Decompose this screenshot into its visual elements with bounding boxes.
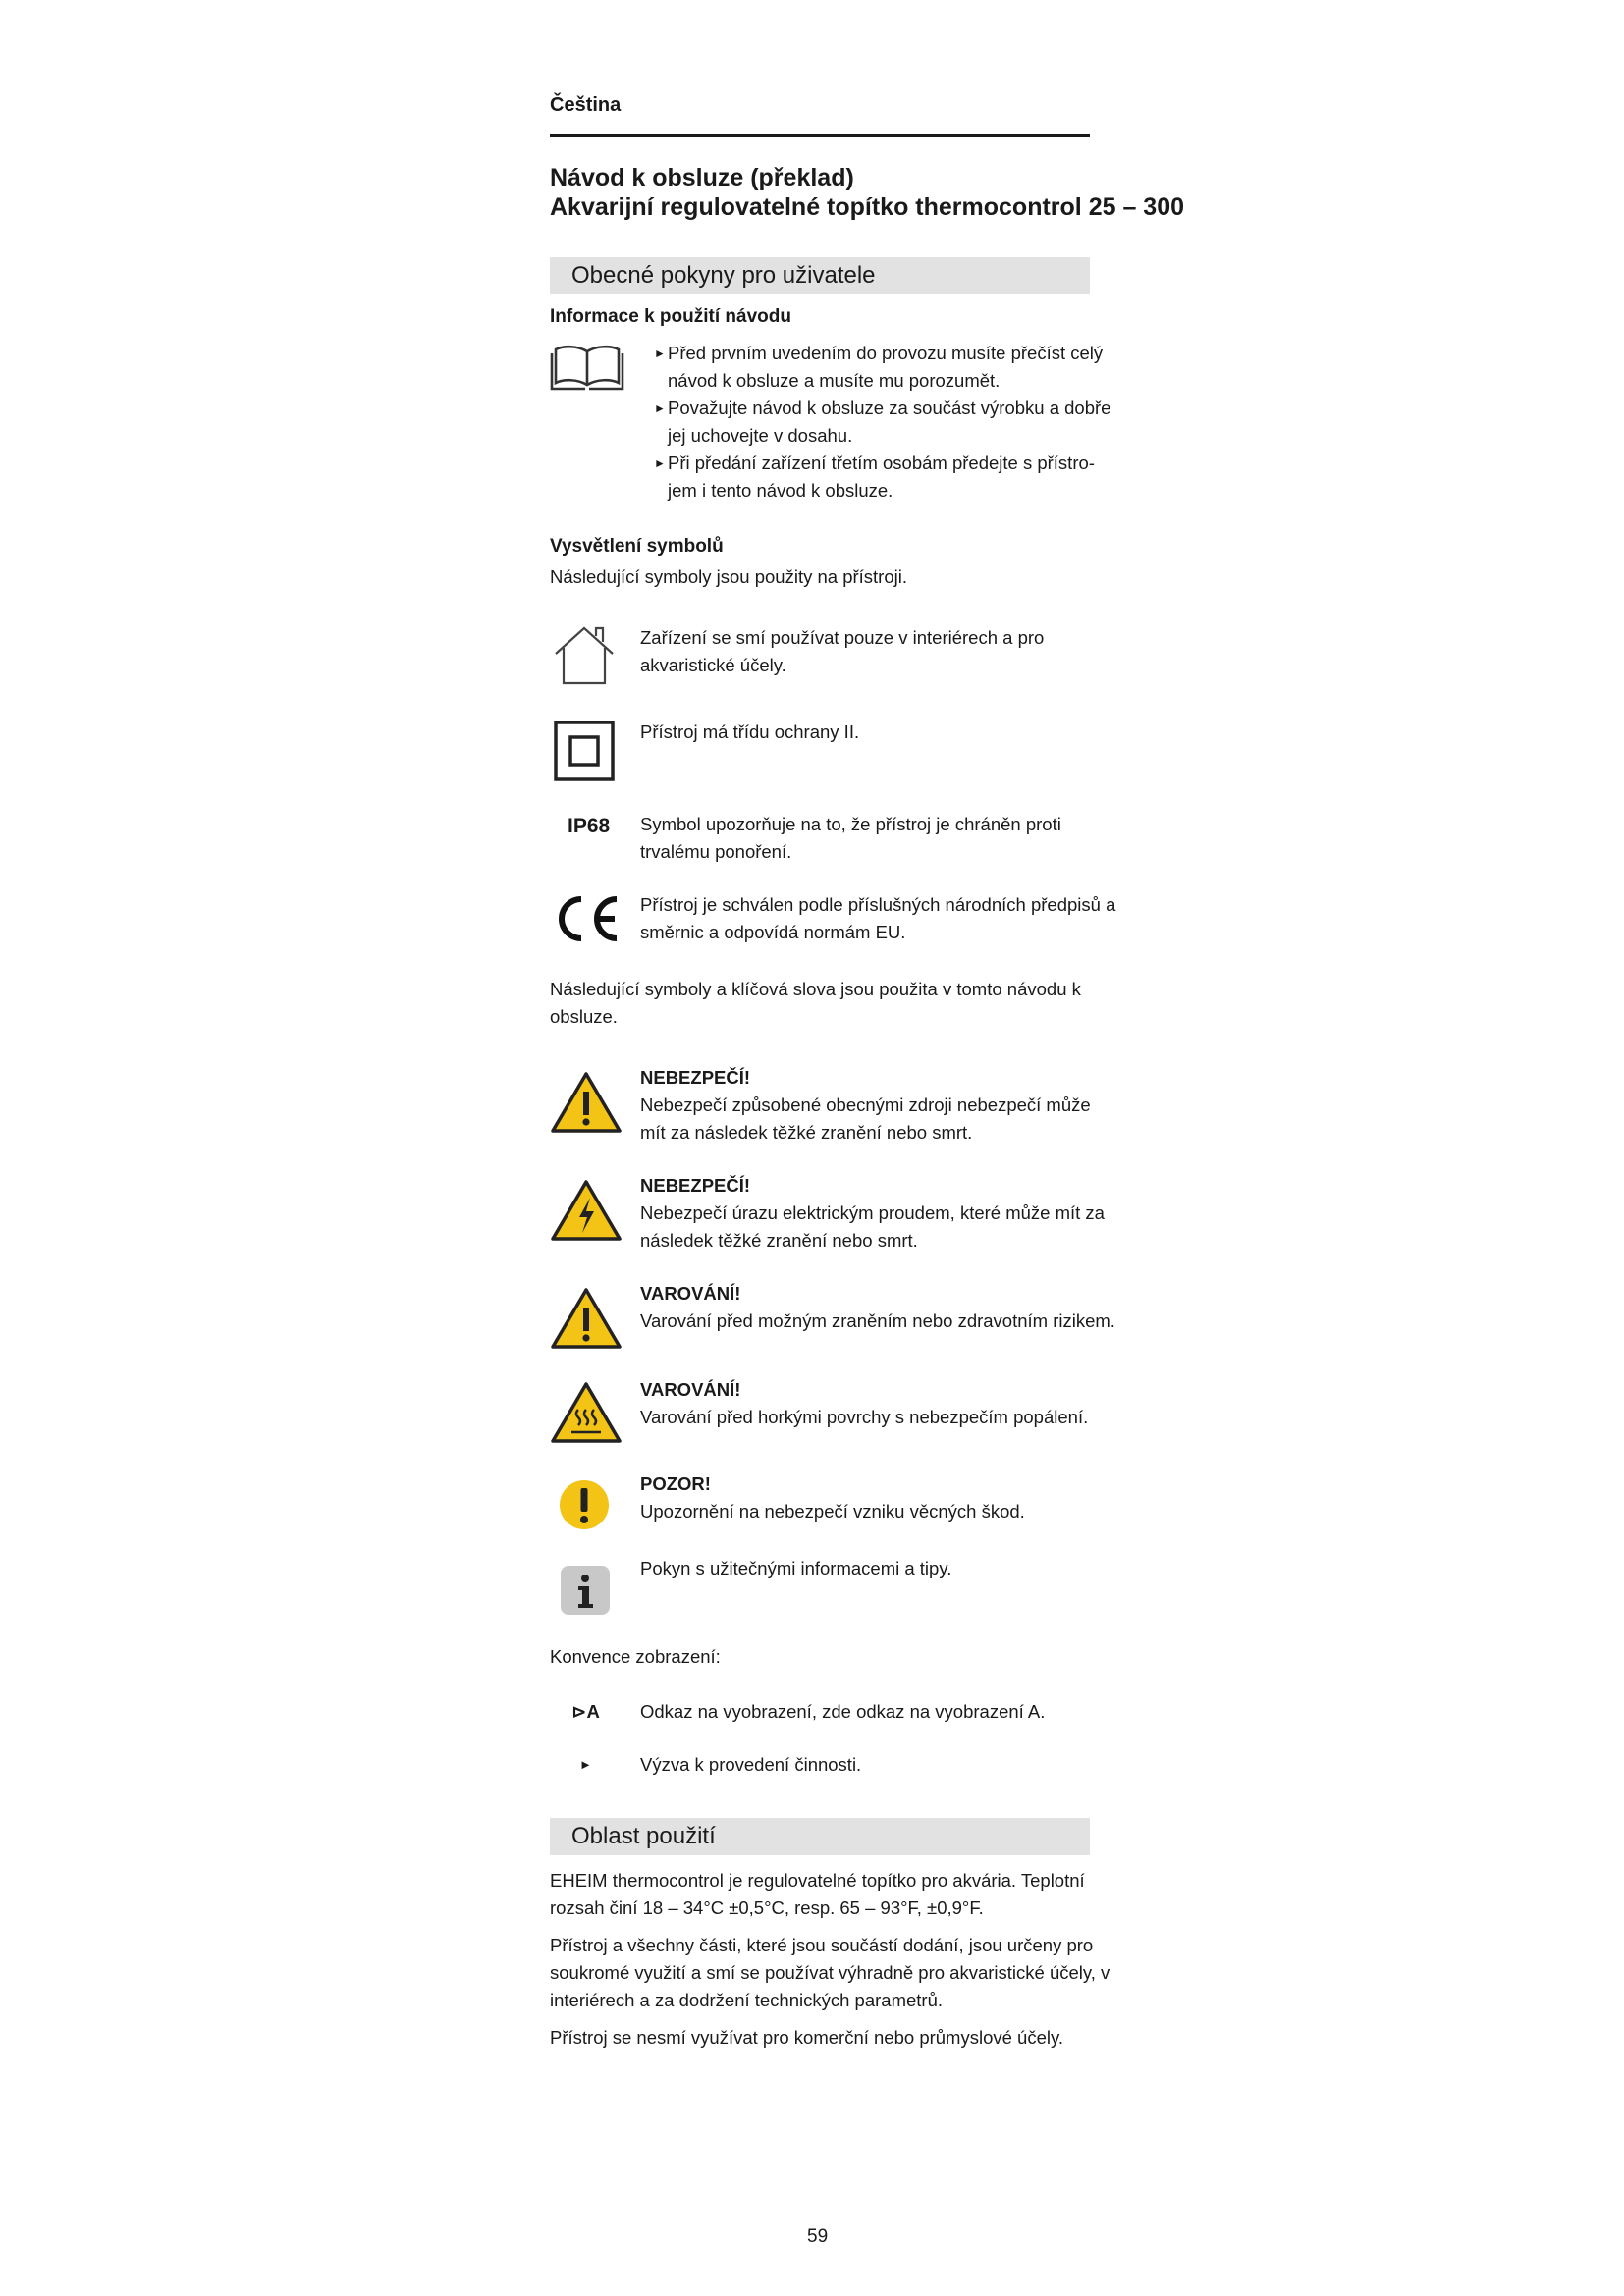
section-heading-text: Oblast použití — [571, 1823, 716, 1849]
paragraph-cont: rozsah činí 18 – 34°C ±0,5°C, resp. 65 – 93°F, ±0,9°F. — [550, 1897, 984, 1918]
symbol-description: Upozornění na nebezpečí vzniku věcných škod. — [640, 1501, 1025, 1522]
manual-symbols-intro: Následující symboly a klíčová slova jsou použita v tomto návodu k — [550, 979, 1081, 999]
convention-description: Odkaz na vyobrazení, zde odkaz na vyobrazení A. — [640, 1701, 1046, 1722]
symbol-description: Pokyn s užitečnými informacemi a tipy. — [640, 1558, 952, 1578]
signal-word: VAROVÁNÍ! — [640, 1283, 741, 1304]
symbol-description: Varování před možným zraněním nebo zdravotním rizikem. — [640, 1310, 1115, 1331]
subheading-manual-info: Informace k použití návodu — [550, 306, 791, 327]
figure-reference-symbol: ⊳A — [571, 1701, 600, 1722]
signal-word: VAROVÁNÍ! — [640, 1379, 741, 1400]
bullet-item: ► Považujte návod k obsluze za součást výrobku a dobře — [654, 398, 1111, 418]
section-heading-general — [550, 257, 1090, 294]
symbol-description: Přístroj má třídu ochrany II. — [640, 721, 860, 742]
symbol-description-cont: směrnic a odpovídá normám EU. — [640, 922, 906, 942]
caution-icon — [558, 1478, 611, 1536]
danger-electric-icon — [550, 1178, 623, 1248]
symbol-description: Přístroj je schválen podle příslušných národních předpisů a — [640, 894, 1116, 915]
section-heading-application — [550, 1818, 1090, 1855]
symbol-description-cont: následek těžké zranění nebo smrt. — [640, 1230, 918, 1251]
symbol-description-cont: mít za následek těžké zranění nebo smrt. — [640, 1122, 973, 1143]
symbol-description: Nebezpečí úrazu elektrickým proudem, které může mít za — [640, 1202, 1105, 1223]
paragraph-cont: soukromé využití a smí se používat výhradně pro akvaristické účely, v — [550, 1962, 1110, 1983]
paragraph: EHEIM thermocontrol je regulovatelné topítko pro akvária. Teplotní — [550, 1870, 1085, 1891]
bullet-item-cont: jej uchovejte v dosahu. — [668, 425, 853, 446]
subheading-symbols: Vysvětlení symbolů — [550, 536, 724, 557]
page-number: 59 — [807, 2226, 829, 2247]
danger-general-icon — [550, 1070, 623, 1140]
info-icon — [560, 1565, 611, 1621]
bullet-item: ► Při předání zařízení třetím osobám předejte s přístro- — [654, 453, 1095, 473]
bullet-item-cont: jem i tento návod k obsluze. — [668, 480, 893, 501]
signal-word: NEBEZPEČÍ! — [640, 1175, 751, 1196]
ip68-label: IP68 — [568, 815, 611, 837]
symbol-description: Varování před horkými povrchy s nebezpečím popálení. — [640, 1407, 1089, 1427]
ce-mark-icon — [550, 891, 623, 951]
signal-word: POZOR! — [640, 1473, 711, 1494]
book-icon — [550, 344, 624, 398]
house-icon — [550, 622, 619, 692]
action-arrow-icon: ► — [579, 1757, 592, 1772]
manual-page — [550, 0, 1185, 2296]
warning-general-icon — [550, 1286, 623, 1356]
paragraph: Přístroj a všechny části, které jsou součástí dodání, jsou určeny pro — [550, 1935, 1094, 1955]
paragraph-cont: interiérech a za dodržení technických parametrů. — [550, 1990, 944, 2010]
symbol-description: Nebezpečí způsobené obecnými zdroji nebezpečí může — [640, 1095, 1091, 1115]
paragraph: Přístroj se nesmí využívat pro komerční nebo průmyslové účely. — [550, 2027, 1063, 2048]
bullet-item-cont: návod k obsluze a musíte mu porozumět. — [668, 370, 1001, 391]
protection-class-2-icon — [554, 721, 615, 786]
manual-symbols-intro-cont: obsluze. — [550, 1006, 618, 1027]
conventions-heading: Konvence zobrazení: — [550, 1646, 721, 1667]
symbol-description: Zařízení se smí používat pouze v interiérech a pro — [640, 627, 1045, 648]
warning-hot-surface-icon — [550, 1380, 623, 1450]
document-subtitle: Akvarijní regulovatelné topítko thermocontrol 25 – 300 — [550, 193, 1185, 221]
symbols-intro: Následující symboly jsou použity na přístroji. — [550, 566, 907, 587]
symbol-description-cont: trvalému ponoření. — [640, 841, 792, 862]
bullet-item: ► Před prvním uvedením do provozu musíte přečíst celý — [654, 343, 1104, 363]
signal-word: NEBEZPEČÍ! — [640, 1067, 751, 1088]
section-heading-text: Obecné pokyny pro uživatele — [571, 262, 876, 289]
header-rule — [550, 134, 1090, 137]
symbol-description-cont: akvaristické účely. — [640, 655, 786, 675]
language-label: Čeština — [550, 94, 622, 116]
convention-description: Výzva k provedení činnosti. — [640, 1754, 862, 1775]
document-title: Návod k obsluze (překlad) — [550, 164, 854, 191]
symbol-description: Symbol upozorňuje na to, že přístroj je chráněn proti — [640, 814, 1061, 834]
